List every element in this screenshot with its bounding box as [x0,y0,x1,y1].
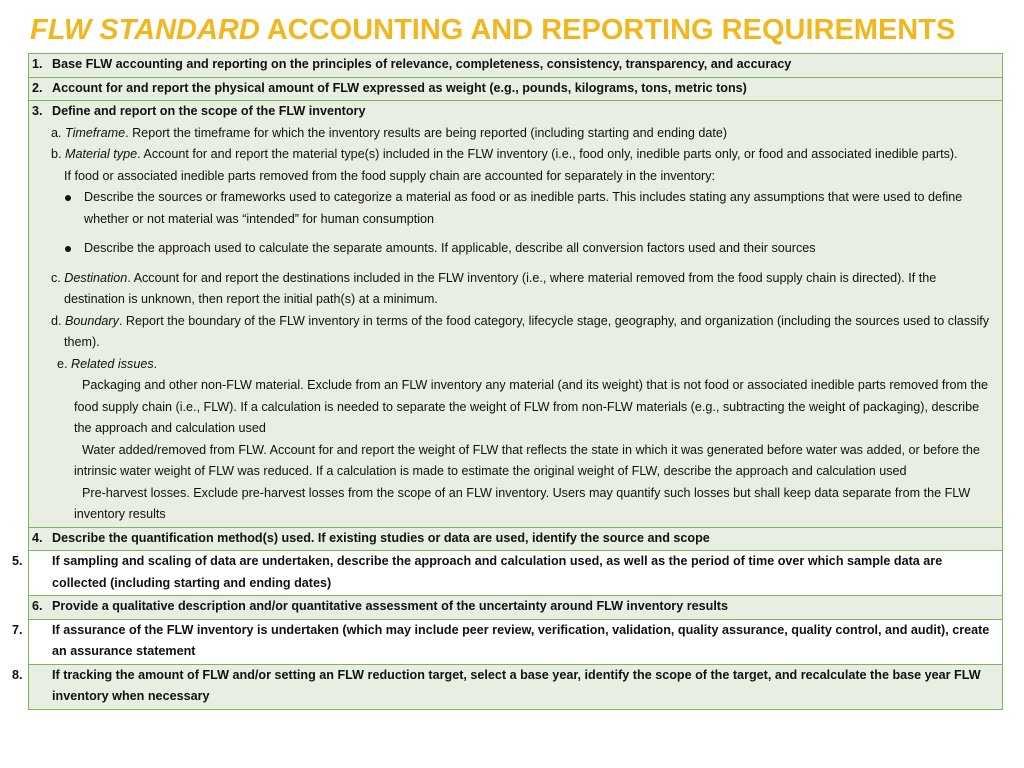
related-issue-pre-harvest: Pre-harvest losses. Exclude pre-harvest losses from the scope of an FLW inventory. Users may quantify such losses but shall keep data separate from the FLW inventory results [74,485,971,521]
requirement-text: If sampling and scaling of data are undertaken, describe the approach and calculation used, as well as the period of time over which sample data are collected (including starting and ending dates) [52,554,943,590]
scope-item-timeframe: a. Timeframe. Report the timeframe for which the inventory results are being reported (including starting and ending date) [51,125,728,140]
scope-term: Boundary [65,313,119,328]
requirements-table [12,53,1003,710]
requirement-text: Base FLW accounting and reporting on the principles of relevance, completeness, consistency, transparency, and accuracy [52,57,792,71]
bullet-icon [65,195,71,201]
requirement-number: 5. [12,554,23,568]
requirement-number: 3. [32,104,43,118]
requirement-row-4 [29,527,1002,551]
scope-item-destination: c. Destination. Account for and report the destinations included in the FLW inventory (i.e., where material removed from the food supply chain is directed). If the destination is unknown, then report the initial path(s) at a minimum. [51,270,937,306]
requirement-row-2 [29,77,1002,101]
requirement-text: Account for and report the physical amount of FLW expressed as weight (e.g., pounds, kilograms, tons, metric tons) [52,80,747,95]
requirement-number: 2. [32,80,43,95]
scope-item-material-type: b. Material type. Account for and report the material type(s) included in the FLW inventory (i.e., food only, inedible parts only, or food and associated inedible parts). [51,147,958,161]
requirement-text: If assurance of the FLW inventory is undertaken (which may include peer review, verification, validation, quality assurance, quality control, and audit), create an assurance statement [52,622,990,658]
requirement-text: Provide a qualitative description and/or quantitative assessment of the uncertainty around FLW inventory results [52,599,729,613]
requirement-row-7 [12,619,1002,664]
requirement-row-8 [12,664,1002,709]
requirement-number: 1. [32,57,43,71]
scope-term: Related issues [71,356,154,371]
requirement-row-1 [29,54,1002,77]
requirement-number: 6. [32,599,43,613]
requirement-text: Describe the quantification method(s) used. If existing studies or data are used, identify the source and scope [52,530,710,545]
material-type-note: If food or associated inedible parts removed from the food supply chain are accounted for separately in the inventory: [64,168,716,183]
scope-term: Timeframe [65,125,126,140]
requirement-number: 4. [32,530,43,545]
scope-term: Destination [64,270,128,285]
related-issue-packaging: Packaging and other non-FLW material. Exclude from an FLW inventory any material (and its weight) that is not food or associated inedible parts removed from the food supply chain (i.e., FLW). If a calculation is needed to separate the weight of FLW from non-FLW materials (e.g., subtracting the weight of packaging), describe the approach and calculation used [74,378,989,435]
related-issue-water: Water added/removed from FLW. Account for and report the weight of FLW that reflects the state in which it was generated before water was added, or before the intrinsic water weight of FLW was reduced. If a calculation is made to estimate the original weight of FLW, describe the approach and calculation used [74,442,980,478]
scope-item-boundary: d. Boundary. Report the boundary of the FLW inventory in terms of the food category, lifecycle stage, geography, and organization (including the sources used to classify them). [51,313,990,349]
page-title [30,10,955,50]
requirement-row-6 [29,595,1002,619]
scope-item-related-issues: e. Related issues. [57,356,158,371]
scope-term: Material type [65,147,138,161]
requirement-text: If tracking the amount of FLW and/or setting an FLW reduction target, select a base year, identify the scope of the target, and recalculate the base year FLW inventory when necessary [52,667,981,703]
title-standard-name: FLW STANDARD [30,14,260,46]
requirement-number: 7. [12,622,23,637]
requirement-row-3 [29,100,1002,527]
requirement-number: 8. [12,667,23,682]
requirement-text: Define and report on the scope of the FLW inventory [52,104,366,118]
bullet-item: Describe the approach used to calculate the separate amounts. If applicable, describe all conversion factors used and their sources [84,238,1000,260]
bullet-icon [65,246,71,252]
material-type-bullets [32,187,1000,260]
bullet-item: Describe the sources or frameworks used to categorize a material as food or as inedible parts. This includes stating any assumptions that were used to define whether or not material was “intended” for human consumption [84,187,1000,230]
requirement-row-5 [12,550,1002,595]
title-rest: ACCOUNTING AND REPORTING REQUIREMENTS [259,14,956,46]
